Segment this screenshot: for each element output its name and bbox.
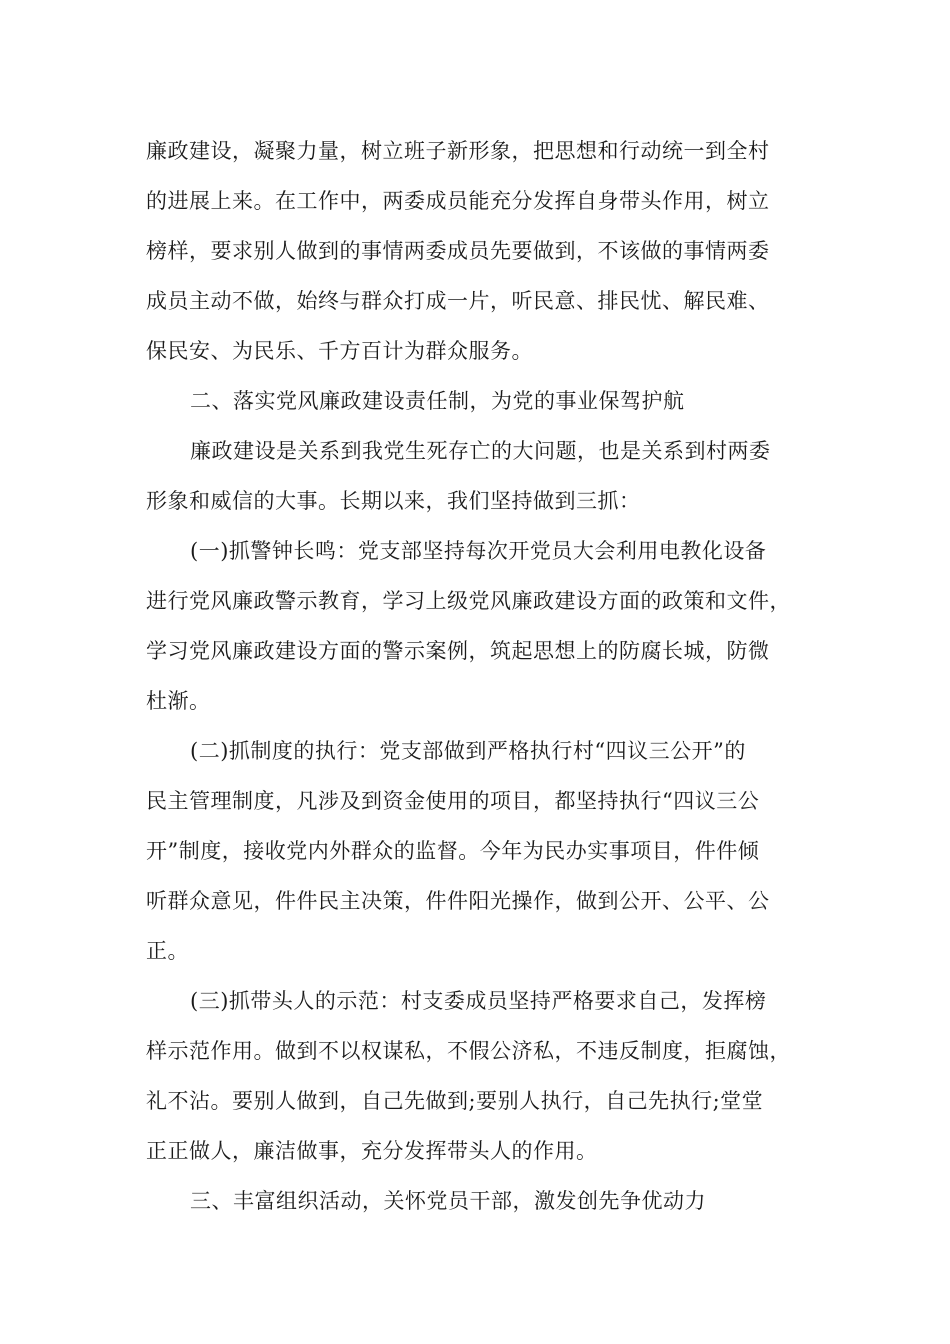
text-line: 听群众意见，件件民主决策，件件阳光操作，做到公开、公平、公 (146, 889, 770, 913)
document-body (146, 126, 811, 1226)
text-line: 保民安、为民乐、千方百计为群众服务。 (146, 339, 533, 363)
paragraph-first-line: (二)抓制度的执行：党支部做到严格执行村“四议三公开”的 (190, 739, 746, 763)
text-line: 榜样，要求别人做到的事情两委成员先要做到，不该做的事情两委 (146, 239, 770, 263)
text-line: 正。 (146, 939, 189, 963)
section-heading: 二、落实党风廉政建设责任制，为党的事业保驾护航 (190, 389, 685, 413)
text-line: 礼不沾。要别人做到，自己先做到;要别人执行，自己先执行;堂堂 (146, 1089, 764, 1113)
text-line: 正正做人，廉洁做事，充分发挥带头人的作用。 (146, 1139, 598, 1163)
text-line: 廉政建设，凝聚力量，树立班子新形象，把思想和行动统一到全村 (146, 139, 770, 163)
text-line: 民主管理制度，凡涉及到资金使用的项目，都坚持执行“四议三公 (146, 789, 760, 813)
text-line: 杜渐。 (146, 689, 211, 713)
text-line: 成员主动不做，始终与群众打成一片，听民意、排民忧、解民难、 (146, 289, 770, 313)
paragraph-first-line: 廉政建设是关系到我党生死存亡的大问题，也是关系到村两委 (190, 439, 771, 463)
text-line: 形象和威信的大事。长期以来，我们坚持做到三抓： (146, 489, 641, 513)
text-line: 的进展上来。在工作中，两委成员能充分发挥自身带头作用，树立 (146, 189, 770, 213)
section-heading: 三、丰富组织活动，关怀党员干部，激发创先争优动力 (190, 1189, 706, 1213)
paragraph-first-line: (一)抓警钟长鸣：党支部坚持每次开党员大会利用电教化设备 (190, 539, 767, 563)
text-line: 进行党风廉政警示教育，学习上级党风廉政建设方面的政策和文件， (146, 589, 791, 613)
text-line: 学习党风廉政建设方面的警示案例，筑起思想上的防腐长城，防微 (146, 639, 770, 663)
text-line: 开”制度，接收党内外群众的监督。今年为民办实事项目，件件倾 (146, 839, 760, 863)
text-line: 样示范作用。做到不以权谋私，不假公济私，不违反制度，拒腐蚀， (146, 1039, 791, 1063)
paragraph-first-line: (三)抓带头人的示范：村支委成员坚持严格要求自己，发挥榜 (190, 989, 767, 1013)
